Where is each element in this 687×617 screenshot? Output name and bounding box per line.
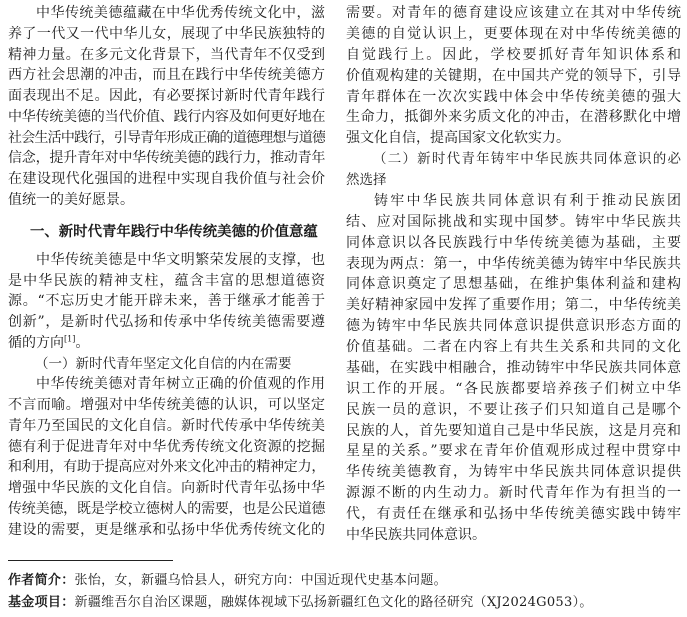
text-line: 基础，在实践中相融合，推动铸牢中华民族共同体意 bbox=[346, 359, 681, 376]
text-line: 青年乃至国民的文化自信。新时代传承中华传统美 bbox=[8, 417, 325, 434]
text-line: 结、应对国际挑战和实现中国梦。铸牢中华民族共 bbox=[346, 213, 681, 230]
text-line: 同体意识以各民族践行中华传统美德为基础，主要 bbox=[346, 234, 681, 251]
citation-mark: [1] bbox=[64, 334, 76, 344]
text-line: 传统美德，既是学校立德树人的需要，也是公民道德 bbox=[8, 500, 325, 517]
footnote-separator bbox=[8, 560, 173, 561]
text-line: 中华传统美德的当代价值、践行内容及如何更好地在 bbox=[8, 108, 325, 125]
text-line: 铸牢中华民族共同体意识有利于推动民族团 bbox=[374, 192, 681, 209]
text-line: 和利用，有助于提高应对外来文化冲击的精神定力， bbox=[8, 459, 325, 476]
subsection-heading bbox=[346, 149, 681, 191]
text-line: 源。“不忘历史才能开辟未来，善于继承才能善于 bbox=[8, 293, 325, 310]
text-line: 识工作的开展。“各民族都要培养孩子们树立中华 bbox=[346, 380, 681, 397]
text-line: 信念，提升青年对中华传统美德的践行力，推动青年 bbox=[8, 150, 325, 167]
text-line: 源源不断的内生动力。新时代青年作为有担当的一 bbox=[346, 485, 681, 502]
text-line: 建设的需要，更是继承和弘扬中华优秀传统文化的 bbox=[8, 521, 325, 538]
text-line: 民族的人，首先要知道自己是中华民族，这是月亮和 bbox=[346, 422, 681, 439]
continued-paragraph bbox=[346, 3, 681, 149]
funding-note-text: 新疆维吾尔自治区课题，融媒体视域下弘扬新疆红色文化的路径研究（XJ2024G053）。 bbox=[74, 595, 593, 610]
text-line: 价值基础。二者在内容上有共生关系和共同的文化 bbox=[346, 339, 681, 355]
text-line: 养了一代又一代中华儿女，展现了中华民族独特的 bbox=[8, 25, 325, 42]
subsection-heading: （一）新时代青年坚定文化自信的内在需要 bbox=[35, 355, 292, 372]
text-line: 在建设现代化强国的进程中实现自我价值与社会价 bbox=[8, 171, 325, 187]
text-line: 需要。对青年的德育建设应该建立在其对中华传统 bbox=[346, 5, 681, 21]
text-line: 创新”，是新时代弘扬和传承中华传统美德需要遵 bbox=[8, 314, 325, 330]
text-line: 社会生活中践行，引导青年形成正确的道德理想与道德 bbox=[8, 129, 325, 146]
text-line: （二）新时代青年铸牢中华民族共同体意识的必 bbox=[373, 151, 681, 168]
text-line: 美好精神家园中发挥了重要作用；第二，中华传统美 bbox=[346, 297, 681, 314]
text-line: 中华传统美德是中华文明繁荣发展的支撑，也 bbox=[36, 251, 325, 268]
author-note bbox=[8, 570, 593, 592]
intro-paragraph bbox=[8, 3, 325, 211]
funding-note bbox=[8, 592, 593, 614]
text-line: 美德的自觉认识上，更要体现在对中华传统美德的 bbox=[346, 25, 681, 42]
text-line: 增强中华民族的文化自信。向新时代青年弘扬中华 bbox=[8, 480, 325, 496]
text-line: 是中华民族的精神支柱，蕴含丰富的思想道德资 bbox=[8, 272, 325, 289]
text-line: 不言而喻。增强对中华传统美德的认识，可以坚定 bbox=[8, 397, 325, 413]
text-line: 自觉践行上。因此，学校要抓好青年知识体系和 bbox=[346, 46, 681, 63]
author-note-label: 作者简介： bbox=[8, 573, 75, 588]
text-line: 价值观构建的关键期，在中国共产党的领导下，引导 bbox=[346, 67, 681, 84]
text-line: 德为铸牢中华民族共同体意识提供意识形态方面的 bbox=[346, 318, 681, 335]
section-paragraph bbox=[8, 250, 325, 354]
section-heading: 一、新时代青年践行中华传统美德的价值意蕴 bbox=[30, 223, 318, 240]
text-line: 代，有责任在继承和弘扬中华传统美德实践中铸牢 bbox=[346, 506, 681, 522]
subsection-paragraph bbox=[346, 191, 681, 546]
text-line: 面表现出不足。因此，有必要探讨新时代青年践行 bbox=[8, 88, 325, 104]
funding-note-label: 基金项目： bbox=[8, 595, 75, 610]
text-line: 强文化自信，提高国家文化软实力。 bbox=[346, 130, 570, 147]
text-line: 中华民族共同体意识。 bbox=[346, 526, 486, 543]
footnotes bbox=[8, 570, 593, 614]
text-line bbox=[8, 333, 325, 354]
text-line: 星星的关系。”要求在青年价值观形成过程中贯穿中 bbox=[346, 443, 681, 460]
text-line: 中华传统美德对青年树立正确的价值观的作用 bbox=[36, 376, 325, 393]
text-fragment: 。 bbox=[75, 334, 90, 351]
text-line: 精神力量。在多元文化背景下，当代青年不仅受到 bbox=[8, 46, 325, 63]
text-line: 青年群体在一次次实践中体会中华传统美德的强大 bbox=[346, 88, 681, 105]
text-line: 生命力，抵御外来劣质文化的冲击，在潜移默化中增 bbox=[346, 109, 681, 126]
text-line: 表现为两点：第一，中华传统美德为铸牢中华民族共 bbox=[346, 255, 681, 272]
text-line: 华传统美德教育，为铸牢中华民族共同体意识提供 bbox=[346, 464, 681, 481]
text-fragment: 循的方向 bbox=[8, 334, 64, 351]
text-line: 然选择 bbox=[346, 172, 387, 188]
text-line: 同体意识奠定了思想基础，在维护集体利益和建构 bbox=[346, 276, 681, 293]
text-line: 西方社会思潮的冲击，而且在践行中华传统美德方 bbox=[8, 67, 325, 84]
text-line: 值统一的美好愿景。 bbox=[8, 191, 134, 208]
subsection-paragraph bbox=[8, 374, 325, 540]
left-column bbox=[8, 3, 325, 540]
author-note-text: 张怡，女，新疆乌恰县人，研究方向：中国近现代史基本问题。 bbox=[74, 573, 447, 588]
text-line: 中华传统美德蕴藏在中华优秀传统文化中，滋 bbox=[36, 5, 325, 21]
text-line: 民族一员的意识，不要让孩子们只知道自己是哪个 bbox=[346, 401, 681, 418]
right-column bbox=[346, 3, 681, 546]
text-line: 德有利于促进青年对中华优秀传统文化资源的挖掘 bbox=[8, 438, 325, 455]
